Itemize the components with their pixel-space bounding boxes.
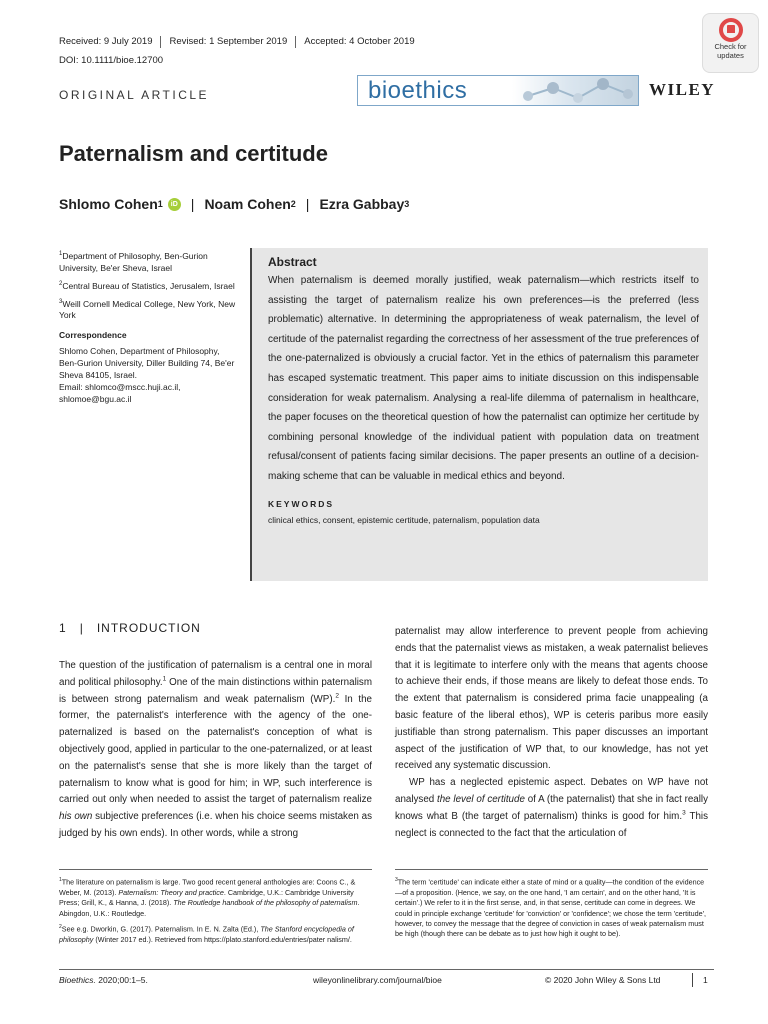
- author-affil-sup: 1: [157, 199, 163, 209]
- author-separator: |: [305, 196, 310, 212]
- revised-date: Revised: 1 September 2019: [160, 36, 295, 48]
- footnote-text: . Cambridge, U.K.: Cambridge University Press; Grill, K., & Hanna, J. (2018).: [59, 887, 354, 908]
- correspondence-email[interactable]: shlomoe@bgu.ac.il: [59, 394, 132, 405]
- section-title: INTRODUCTION: [96, 621, 201, 635]
- journal-name: bioethics: [368, 77, 468, 104]
- body-paragraph: [395, 775, 708, 842]
- footnote-number: 3: [395, 877, 398, 883]
- author-separator: |: [190, 196, 195, 212]
- footnote-ref[interactable]: 2: [335, 692, 339, 700]
- footnote: [59, 875, 372, 919]
- footnote-emphasis: The Stanford encyclopedia of philosophy: [59, 924, 354, 944]
- section-separator: |: [79, 621, 84, 635]
- correspondence-address: Shlomo Cohen, Department of Philosophy, Ben-Gurion University, Diller Building 74, Be'er Sheva 84105, Israel.: [59, 346, 235, 381]
- affiliation-text: Department of Philosophy, Ben-Gurion University, Be'er Sheva, Israel: [59, 250, 208, 273]
- check-updates-line1: Check for: [714, 42, 747, 51]
- footnote-emphasis: Paternalism: Theory and practice: [118, 887, 224, 897]
- footnote-ref[interactable]: 3: [682, 809, 686, 817]
- page-number: 1: [703, 975, 708, 985]
- footnotes-left: [59, 875, 372, 948]
- publisher-logo: WILEY: [649, 80, 716, 99]
- journal-banner[interactable]: [357, 75, 639, 106]
- article-type: ORIGINAL ARTICLE: [59, 88, 210, 102]
- abstract-text: When paternalism is deemed morally justified, weak paternalism—which restricts itself to assisting the target of paternalism realize his own preferences—is the preferred (less problematic) alternative. In determining the appropriateness of weak paternalism, the level of certitude of the paternalist regarding the correctness of her assessment of the true preferences of the one-paternalized is obviously a crucial factor. Yet in the ethics of paternalism this parameter has escaped systematic treatment. This paper aims to initiate discussion on this indispensable consideration for weak paternalism. Analysing a real-life dilemma of paternalism in healthcare, the paper focuses on the theoretical question of how the paternalist can optimize her certitude by combining personal knowledge of the individual patient with population data on treatment refusal/consent of patients facing similar decisions. The paper presents an outline of a decision-making scheme that can be valuable in medical ethics and beyond.: [268, 275, 699, 482]
- body-text: In the former, the paternalist's interference with the agency of the one-paternalized is based on the paternalist's conception of what is objectively good, applied in particular to the one-paternalized, or at least on the paternalist's sense that she is more likely than the target of paternalism to know what is good for him; in WP, such interference is carried out only when needed to assist the target of paternalism realize: [59, 693, 372, 806]
- body-text: The question of the justification of paternalism is a central one in moral and political philosophy.: [59, 660, 372, 688]
- footnote: [59, 922, 372, 945]
- correspondence-email[interactable]: Email: shlomco@mscc.huji.ac.il,: [59, 382, 181, 393]
- body-paragraph: [59, 658, 372, 843]
- footer-url[interactable]: wileyonlinelibrary.com/journal/bioe: [313, 975, 442, 985]
- footnote-ref[interactable]: 1: [162, 675, 167, 683]
- footnote-rule: [59, 869, 372, 870]
- footnote-number: 1: [59, 877, 62, 883]
- affiliation-text: Weill Cornell Medical College, New York, New York: [59, 298, 236, 321]
- section-heading: [59, 621, 201, 635]
- author-name: Ezra Gabbay: [319, 196, 405, 212]
- footnote-number: 2: [59, 924, 62, 931]
- footnote-rule: [395, 869, 708, 870]
- body-emphasis: his own: [59, 811, 93, 823]
- check-updates-line2: updates: [717, 51, 744, 60]
- affiliation-item: [59, 296, 239, 322]
- body-column-left: [59, 658, 372, 843]
- author-name: Shlomo Cohen: [59, 196, 158, 212]
- body-column-right: [395, 624, 708, 842]
- received-date: Received: 9 July 2019: [59, 36, 153, 47]
- footnote-text: See e.g. Dworkin, G. (2017). Paternalism. In E. N. Zalta (Ed.),: [61, 924, 261, 934]
- abstract-box: [250, 248, 708, 581]
- body-paragraph: paternalist may allow interference to prevent people from achieving ends that the paternalist views as mistaken, a weak paternalist believes that it is legitimate to interfere only with the means that agents choose to achieve their ends, if those means are likely to defeat those ends. To the extent that paternalism is considered prima facie unappealing (a basic feature of the liberal ethos), WP is ceteris paribus more easily justifiable than strong paternalism. This paper discusses an important aspect of the justification of WP that, to our knowledge, has not yet received any systematic discussion.: [395, 626, 708, 772]
- affiliation-text: Central Bureau of Statistics, Jerusalem, Israel: [62, 280, 235, 291]
- keywords-heading: KEYWORDS: [268, 498, 335, 509]
- doi-link[interactable]: DOI: 10.1111/bioe.12700: [59, 55, 164, 66]
- keywords-list: clinical ethics, consent, epistemic certitude, paternalism, population data: [268, 514, 540, 525]
- molecule-icon: [518, 76, 638, 106]
- body-text: One of the main distinctions within paternalism is between strong paternalism and weak paternalism (WP).: [59, 676, 372, 705]
- footnote-text: The literature on paternalism is large. Two good recent general anthologies are: Coons C., & Weber, M. (2013).: [59, 877, 356, 897]
- footer-rule: [59, 969, 714, 970]
- page-number-separator: [692, 973, 693, 987]
- body-text: WP has a neglected epistemic aspect. Debates on WP have not analysed: [395, 777, 708, 805]
- correspondence-text: [59, 345, 239, 405]
- author-affil-sup: 3: [404, 199, 410, 209]
- affil-sup: 2: [59, 280, 63, 287]
- body-text: subjective preferences (i.e. when his choice seems mistaken as judged by his own ends). In other words, while a strong: [59, 811, 373, 839]
- article-title: Paternalism and certitude: [59, 141, 328, 166]
- crossmark-icon: [719, 18, 743, 42]
- footnote-text[interactable]: (Winter 2017 ed.). Retrieved from https://plato.stanford.edu/entries/pater nalism/.: [93, 934, 352, 944]
- affil-sup: 3: [59, 298, 63, 305]
- abstract-heading: Abstract: [268, 255, 317, 269]
- affiliations: [59, 248, 239, 405]
- footnote: [395, 875, 708, 940]
- author-list: [59, 196, 409, 212]
- footnote-emphasis: The Routledge handbook of the philosophy of paternalism: [173, 898, 358, 908]
- footer-copyright: © 2020 John Wiley & Sons Ltd: [545, 975, 661, 985]
- orcid-icon[interactable]: iD: [168, 198, 181, 211]
- footer-journal: Bioethics.: [59, 975, 96, 985]
- footnotes-right: [395, 875, 708, 943]
- affiliation-item: [59, 248, 239, 274]
- body-emphasis: the level of certitude: [437, 793, 525, 805]
- section-number: 1: [59, 621, 67, 635]
- footnote-text: The term 'certitude' can indicate either a state of mind or a quality—the condition of the evidence—of a proposition. (Hence, we say, on the one hand, 'I am certain', and on the other hand, 'It is certain'.) We refer to it in the first sense, and, in that sense, certitude can come in degrees. We could in principle exchange 'certitude' for 'conviction' or 'confidence'; we chose the term 'certitude', however, to convey the message that the degree of conviction in cases of weak paternalism must be high (though there can be debate as to just how high it ought to be).: [395, 877, 707, 939]
- affil-sup: 1: [59, 251, 63, 257]
- correspondence-heading: Correspondence: [59, 330, 127, 341]
- body-text: This neglect is connected to the fact that the articulation of: [395, 810, 708, 839]
- author-name: Noam Cohen: [204, 196, 291, 212]
- affiliation-item: [59, 278, 239, 292]
- author-affil-sup: 2: [290, 199, 296, 209]
- check-for-updates-badge[interactable]: [702, 13, 759, 73]
- accepted-date: Accepted: 4 October 2019: [295, 36, 422, 48]
- footer-citation-text: 2020;00:1–5.: [95, 975, 148, 985]
- footnote-text: . Abingdon, U.K.: Routledge.: [59, 898, 360, 918]
- footer-citation: [59, 975, 148, 985]
- article-dates: [59, 36, 423, 48]
- body-text: of A (the paternalist) that she in fact really knows what B (the target of paternalism) thinks is good for him.: [395, 793, 708, 822]
